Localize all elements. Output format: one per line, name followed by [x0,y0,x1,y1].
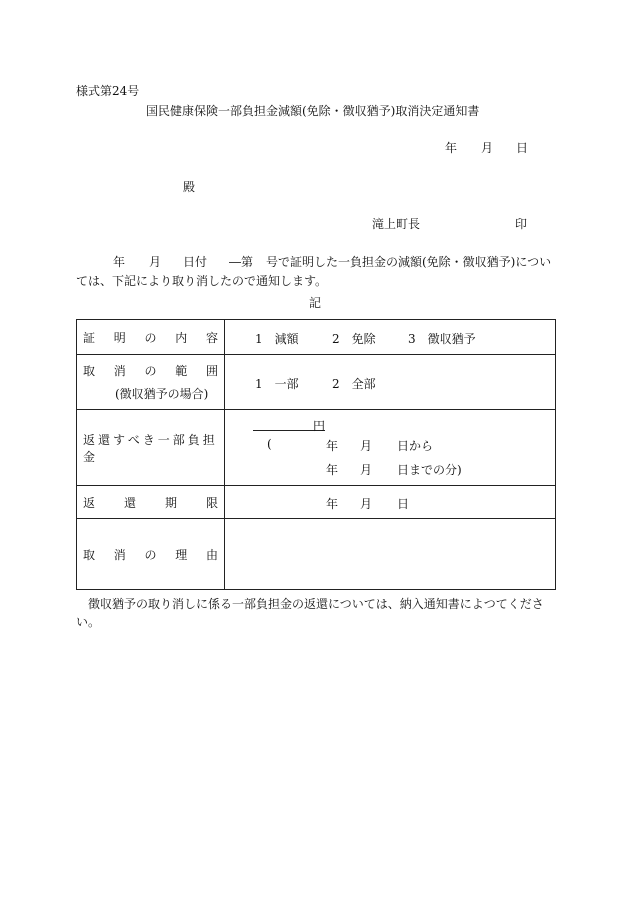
table-row [77,486,556,519]
deadline-day: 日 [397,497,410,511]
label-char: 消 [113,547,126,562]
table-row [77,355,556,410]
option-exemption: 2 免除 [332,332,376,346]
from-day: 日から [397,439,434,453]
body-paragraph-line2: ては、下記により取り消したので通知します。 [76,274,328,288]
footer-note-line1: 徴収猶予の取り消しに係る一部負担金の返還については、納入通知書によつてくださ [88,597,544,611]
label-char: 容 [205,330,218,345]
label-char: 理 [175,547,188,562]
label-char: 範 [175,364,188,378]
label-char: の [144,364,157,378]
refund-label: 返還すべき一部負担金 [83,432,218,464]
deadline-month: 月 [360,497,373,511]
body-year: 年 [113,255,126,269]
label-char: 還 [123,495,136,510]
row-value-reason [225,519,556,590]
row-label-deadline [77,486,225,519]
row-label-certification [77,320,225,355]
body-dash-no: ―第 [229,255,254,269]
label-char: 消 [113,364,126,378]
deadline-year: 年 [326,497,339,511]
scope-subtitle: (徴収猶予の場合) [115,387,209,401]
document-title: 国民健康保険一部負担金減額(免除・徴収猶予)取消決定通知書 [146,104,480,118]
date-year-label: 年 [445,141,458,155]
label-char: 取 [83,547,96,562]
option-deferral: 3 徴収猶予 [408,332,476,346]
to-day: 日までの分) [397,463,462,477]
label-char: 返 [83,495,96,510]
option-reduction: 1 減額 [255,332,299,346]
row-value-refund [225,410,556,486]
label-char: 取 [83,364,96,378]
option-partial: 1 一部 [255,377,299,391]
label-char: 限 [205,495,218,510]
row-label-reason [77,519,225,590]
label-char: 明 [113,330,126,345]
to-month: 月 [360,463,373,477]
label-char: 囲 [205,364,218,378]
row-label-refund [77,410,225,486]
row-value-scope [225,355,556,410]
seal-mark: 印 [515,217,528,231]
date-month-label: 月 [481,141,494,155]
row-value-certification [225,320,556,355]
body-go-text: 号で証明した一負担金の減額(免除・徴収猶予)につい [266,255,552,269]
body-day-ref: 日付 [183,255,208,269]
row-label-scope [77,355,225,410]
table-row [77,519,556,590]
table-row [77,320,556,355]
row-value-deadline [225,486,556,519]
body-month: 月 [149,255,162,269]
details-table [76,319,556,590]
option-full: 2 全部 [332,377,376,391]
issuer-name: 滝上町長 [372,217,421,231]
date-day-label: 日 [516,141,529,155]
label-char: の [144,330,157,345]
label-char: 内 [175,330,188,345]
table-row [77,410,556,486]
footer-note-line2: い。 [76,615,101,629]
label-char: 由 [205,547,218,562]
to-year: 年 [326,463,339,477]
from-year: 年 [326,439,339,453]
addressee-honorific: 殿 [183,180,196,194]
yen-label: 円 [313,419,326,433]
open-paren: ( [267,437,272,451]
label-char: の [144,547,157,562]
form-number: 様式第24号 [76,84,140,98]
label-char: 証 [83,330,96,345]
label-char: 期 [164,495,177,510]
ki-heading: 記 [309,296,322,310]
from-month: 月 [360,439,373,453]
